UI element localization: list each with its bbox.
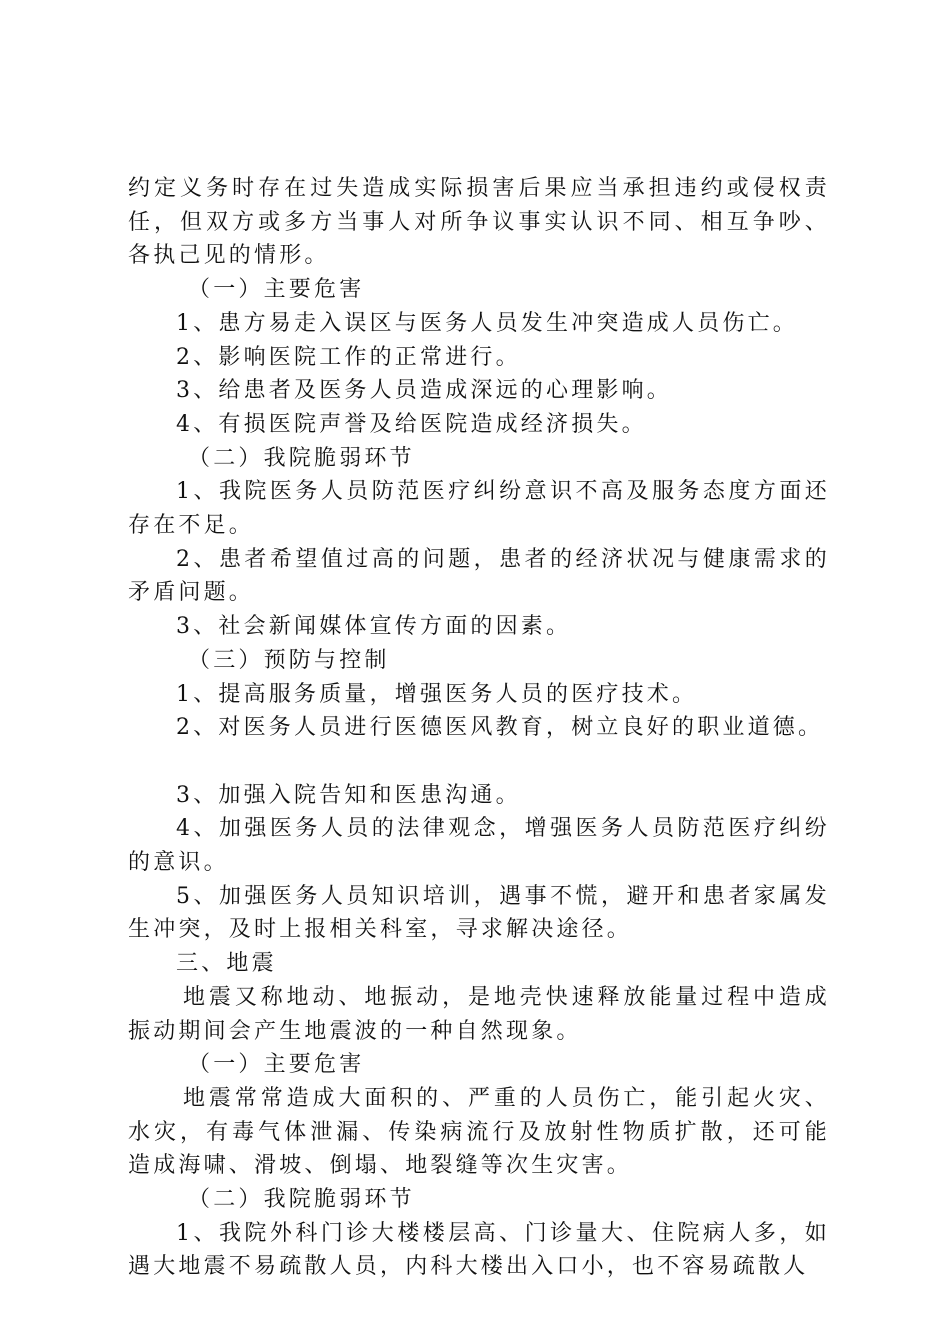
blank-line [128,745,830,779]
section-heading: （一）主要危害 [188,277,365,303]
chapter-heading: 三、地震 [176,951,277,977]
list-item: 1、患方易走入误区与医务人员发生冲突造成人员伤亡。 [176,310,798,336]
list-item: 2、对医务人员进行医德医风教育，树立良好的职业道德。 [176,715,824,741]
section-heading: （三）预防与控制 [188,647,390,673]
list-item: 1、提高服务质量，增强医务人员的医疗技术。 [176,681,698,707]
list-item: 3、加强入院告知和医患沟通。 [176,782,521,808]
list-item: 3、给患者及医务人员造成深远的心理影响。 [176,378,672,404]
section-heading: （二）我院脆弱环节 [188,445,415,471]
list-item: 2、患者希望值过高的问题，患者的经济状况与健康需求的矛盾问题。 [128,546,830,606]
list-item: 4、有损医院声誉及给医院造成经济损失。 [176,411,647,437]
list-item: 3、社会新闻媒体宣传方面的因素。 [176,614,572,640]
list-item: 1、我院外科门诊大楼楼层高、门诊量大、住院病人多，如遇大地震不易疏散人员，内科大楼出入口小，也不容易疏散人 [128,1220,830,1280]
list-item: 1、我院医务人员防范医疗纠纷意识不高及服务态度方面还存在不足。 [128,479,830,539]
section-heading: （一）主要危害 [188,1052,365,1078]
body-paragraph: 地震又称地动、地振动，是地壳快速释放能量过程中造成振动期间会产生地震波的一种自然现象。 [128,984,830,1044]
list-item: 2、影响医院工作的正常进行。 [176,344,521,370]
paragraph-0: 约定义务时存在过失造成实际损害后果应当承担违约或侵权责任，但双方或多方当事人对所争议事实认识不同、相互争吵、各执己见的情形。 [128,176,830,269]
list-item: 4、加强医务人员的法律观念，增强医务人员防范医疗纠纷的意识。 [128,816,830,876]
body-paragraph: 地震常常造成大面积的、严重的人员伤亡，能引起火灾、水灾，有毒气体泄漏、传染病流行及放射性物质扩散，还可能造成海啸、滑坡、倒塌、地裂缝等次生灾害。 [128,1085,830,1179]
document-body [128,172,830,1284]
list-item: 5、加强医务人员知识培训，遇事不慌，避开和患者家属发生冲突，及时上报相关科室，寻求解决途径。 [128,883,830,943]
section-heading: （二）我院脆弱环节 [188,1187,415,1213]
